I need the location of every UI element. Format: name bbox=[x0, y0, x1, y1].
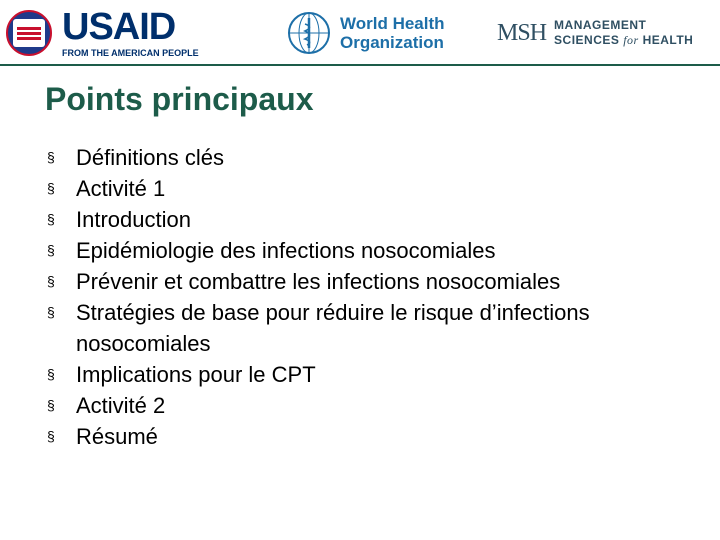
msh-name-line-2: SCIENCES for HEALTH bbox=[554, 33, 694, 47]
square-bullet-icon: § bbox=[47, 180, 55, 196]
list-item: § Définitions clés bbox=[47, 145, 224, 170]
list-item: § Résumé bbox=[47, 424, 158, 449]
usaid-tagline: FROM THE AMERICAN PEOPLE bbox=[62, 47, 199, 58]
square-bullet-icon: § bbox=[47, 149, 55, 165]
usaid-logo bbox=[6, 5, 199, 58]
square-bullet-icon: § bbox=[47, 211, 55, 227]
square-bullet-icon: § bbox=[47, 366, 55, 382]
square-bullet-icon: § bbox=[47, 428, 55, 444]
who-name-line-1: World Health bbox=[340, 14, 445, 33]
square-bullet-icon: § bbox=[47, 242, 55, 258]
list-item: § Epidémiologie des infections nosocomiales bbox=[47, 238, 496, 263]
square-bullet-icon: § bbox=[47, 304, 55, 320]
list-item: § Activité 1 bbox=[47, 176, 166, 201]
usaid-seal-icon bbox=[6, 10, 52, 56]
square-bullet-icon: § bbox=[47, 273, 55, 289]
who-emblem-icon bbox=[286, 10, 332, 56]
list-item: § Stratégies de base pour réduire le risque d’infections nosocomiales bbox=[47, 300, 590, 356]
usaid-wordmark: USAID bbox=[62, 5, 176, 48]
square-bullet-icon: § bbox=[47, 397, 55, 413]
list-item: § Prévenir et combattre les infections nosocomiales bbox=[47, 269, 561, 294]
msh-monogram: MSH bbox=[497, 19, 547, 46]
bullet-list bbox=[45, 142, 685, 452]
slide-title: Points principaux bbox=[45, 81, 314, 117]
who-name-line-2: Organization bbox=[340, 33, 444, 52]
list-item: § Introduction bbox=[47, 207, 191, 232]
logo-header bbox=[0, 0, 720, 66]
who-logo bbox=[286, 10, 445, 56]
list-item: § Implications pour le CPT bbox=[47, 362, 316, 387]
header-divider bbox=[0, 64, 720, 66]
list-item: § Activité 2 bbox=[47, 393, 166, 418]
msh-name-line-1: MANAGEMENT bbox=[554, 18, 647, 32]
msh-logo bbox=[497, 10, 693, 56]
